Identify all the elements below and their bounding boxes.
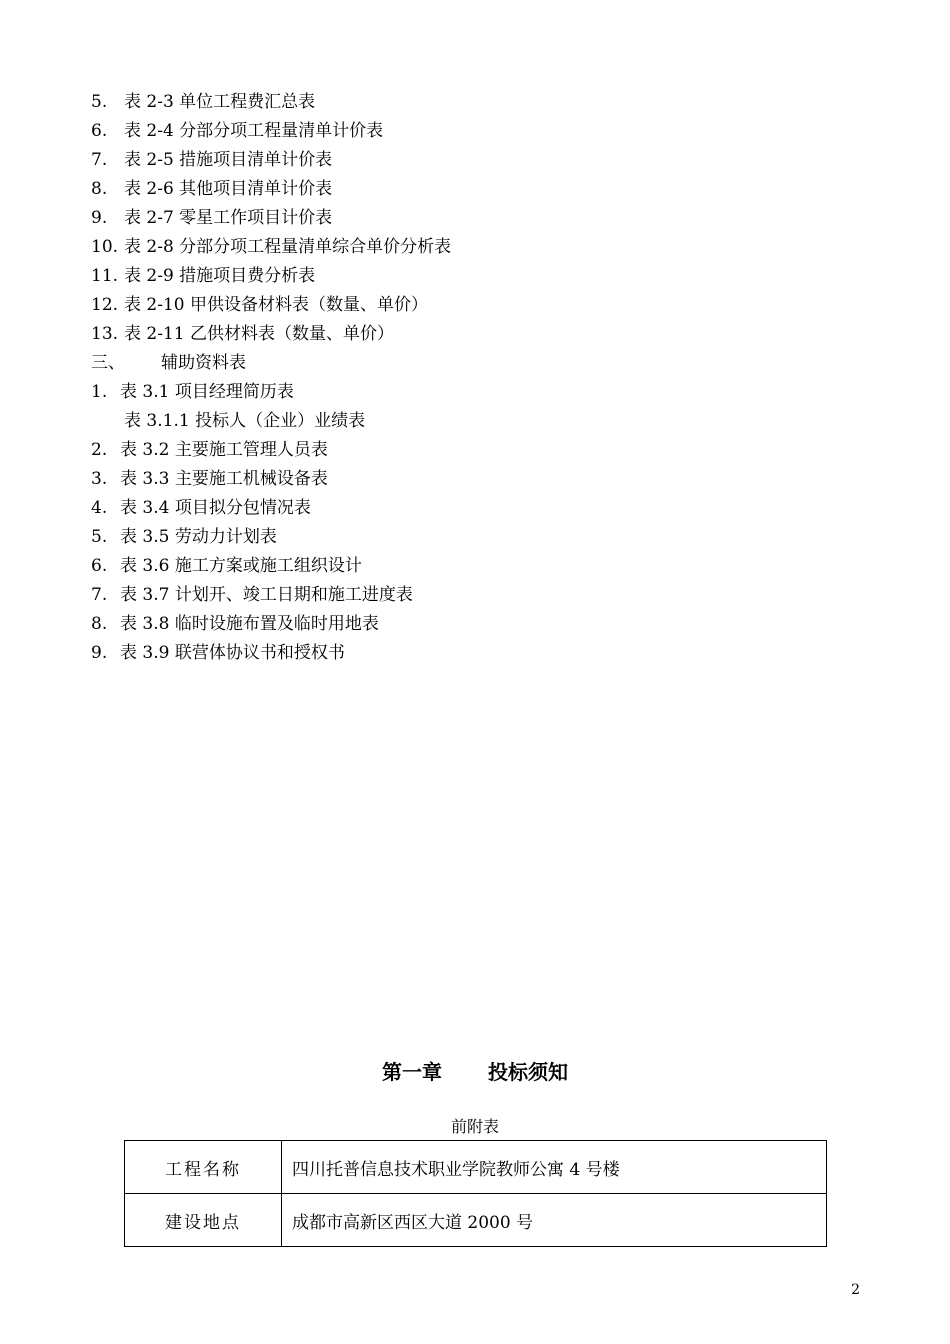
toc-item-number: 11.: [91, 266, 119, 286]
toc-item: [91, 465, 871, 494]
chapter-title: 投标须知: [488, 1060, 568, 1084]
toc-item-number: 13.: [91, 324, 119, 344]
table-row: [125, 1194, 827, 1247]
toc-item-text: 表 2-5 措施项目清单计价表: [124, 150, 333, 170]
toc-item: [91, 88, 871, 117]
section-number: 三、: [91, 353, 125, 373]
toc-item-number: 9.: [91, 208, 108, 228]
toc-item: [91, 233, 871, 262]
toc-item-text: 表 3.1 项目经理简历表: [120, 382, 294, 402]
toc-item: [91, 581, 871, 610]
toc-item: [91, 204, 871, 233]
toc-item-number: 4.: [91, 498, 108, 518]
front-table-title: 前附表: [450, 1117, 499, 1136]
toc-item: [91, 523, 871, 552]
toc-item: [91, 146, 871, 175]
page-number: 2: [851, 1282, 860, 1298]
toc-item-text: 表 2-10 甲供设备材料表（数量、单价）: [124, 295, 428, 315]
toc-item-text: 表 3.2 主要施工管理人员表: [120, 440, 328, 460]
section-title: 辅助资料表: [161, 353, 246, 373]
toc-item-text: 表 3.8 临时设施布置及临时用地表: [120, 614, 379, 634]
toc-item-number: 6.: [91, 121, 108, 141]
toc-item-number: 7.: [91, 150, 108, 170]
table-of-contents: [91, 88, 871, 668]
toc-item: [91, 117, 871, 146]
table-cell-value: 四川托普信息技术职业学院教师公寓 4 号楼: [282, 1141, 827, 1194]
table-cell-value: 成都市高新区西区大道 2000 号: [282, 1194, 827, 1247]
toc-item: [91, 494, 871, 523]
toc-item-text: 表 3.9 联营体协议书和授权书: [120, 643, 345, 663]
toc-item-number: 2.: [91, 440, 108, 460]
toc-item-text: 表 2-6 其他项目清单计价表: [124, 179, 333, 199]
toc-item: [91, 552, 871, 581]
toc-item-text: 表 2-9 措施项目费分析表: [124, 266, 316, 286]
chapter-number: 第一章: [382, 1060, 442, 1084]
toc-item-text: 表 2-3 单位工程费汇总表: [124, 92, 316, 112]
toc-item-number: 9.: [91, 643, 108, 663]
toc-item-number: 1.: [91, 382, 108, 402]
table-row: [125, 1141, 827, 1194]
toc-item-number: 8.: [91, 179, 108, 199]
toc-item-text: 表 3.1.1 投标人（企业）业绩表: [124, 411, 366, 431]
toc-item-text: 表 2-7 零星工作项目计价表: [124, 208, 333, 228]
toc-item-number: 5.: [91, 92, 108, 112]
section-heading: [91, 349, 871, 378]
toc-item: [91, 610, 871, 639]
toc-item: [91, 320, 871, 349]
toc-item-text: 表 2-4 分部分项工程量清单计价表: [124, 121, 384, 141]
toc-item: [91, 378, 871, 407]
toc-item-text: 表 3.4 项目拟分包情况表: [120, 498, 311, 518]
toc-item-number: 7.: [91, 585, 108, 605]
toc-item-number: 3.: [91, 469, 108, 489]
toc-item: [91, 639, 871, 668]
toc-item: [91, 175, 871, 204]
toc-item: [91, 291, 871, 320]
toc-item-text: 表 3.5 劳动力计划表: [120, 527, 277, 547]
chapter-heading: [0, 1056, 950, 1085]
table-cell-label: 工程名称: [125, 1141, 282, 1194]
toc-item-number: 5.: [91, 527, 108, 547]
toc-item: [91, 436, 871, 465]
toc-item-text: 表 3.6 施工方案或施工组织设计: [120, 556, 362, 576]
toc-item-text: 表 2-11 乙供材料表（数量、单价）: [124, 324, 394, 344]
toc-item-text: 表 3.3 主要施工机械设备表: [120, 469, 328, 489]
front-table: [124, 1140, 827, 1247]
toc-item: [91, 262, 871, 291]
toc-subitem: [91, 407, 871, 436]
table-cell-label: 建设地点: [125, 1194, 282, 1247]
toc-item-number: 10.: [91, 237, 119, 257]
toc-item-text: 表 3.7 计划开、竣工日期和施工进度表: [120, 585, 413, 605]
toc-item-number: 12.: [91, 295, 119, 315]
toc-item-number: 6.: [91, 556, 108, 576]
toc-item-text: 表 2-8 分部分项工程量清单综合单价分析表: [124, 237, 452, 257]
toc-item-number: 8.: [91, 614, 108, 634]
